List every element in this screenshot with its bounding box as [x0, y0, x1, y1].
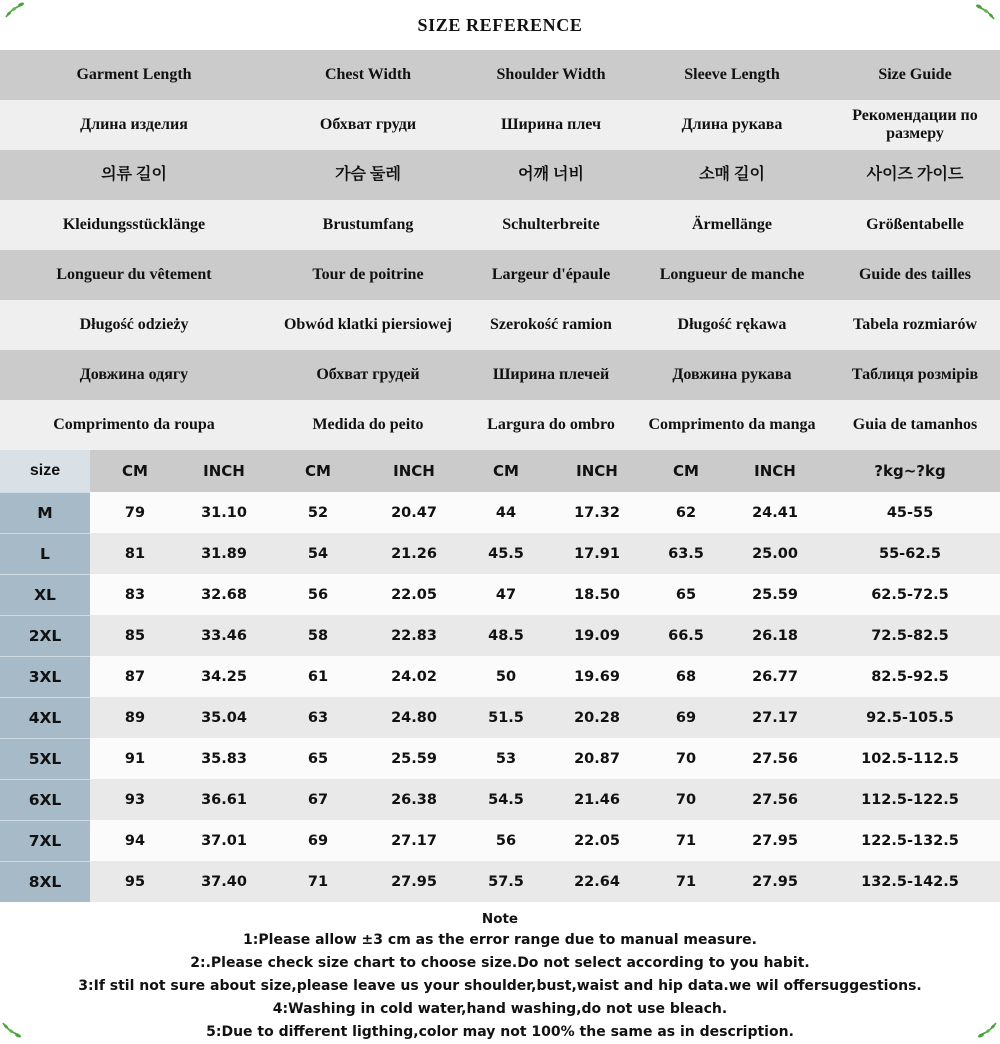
measurement-value: 54.5 — [488, 791, 524, 808]
unit-column-header: INCH — [754, 462, 796, 480]
note-line-1: 1:Please allow ±3 cm as the error range due to manual measure. — [243, 932, 757, 948]
measurement-value: 19.69 — [574, 668, 620, 685]
size-label: 4XL — [0, 697, 90, 738]
label-cell: Обхват грудей — [316, 366, 420, 384]
label-cell: Medida do peito — [312, 416, 424, 434]
unit-column-header: INCH — [576, 462, 618, 480]
measurement-value: 26.77 — [752, 668, 798, 685]
measurement-value: 71 — [307, 873, 329, 890]
size-table-header-row — [0, 450, 1000, 492]
measurement-value: 27.95 — [752, 873, 798, 890]
measurement-value: 22.83 — [391, 627, 437, 644]
size-table-body — [0, 492, 1000, 902]
measurement-value: 53 — [495, 750, 517, 767]
note-line-2: 2:.Please check size chart to choose size.Do not select according to you habit. — [190, 955, 810, 971]
size-chart-table — [0, 450, 1000, 902]
label-cell: Schulterbreite — [502, 216, 600, 234]
measurement-value: 54 — [307, 545, 329, 562]
label-cell: Longueur du vêtement — [56, 266, 212, 284]
plant-sprig-icon — [3, 1, 25, 19]
note-line-4: 4:Washing in cold water,hand washing,do not use bleach. — [272, 1001, 728, 1017]
measurement-value: 58 — [307, 627, 329, 644]
measurement-value: 50 — [495, 668, 517, 685]
measurement-value: 102.5-112.5 — [861, 750, 959, 767]
label-cell: Kleidungsstücklänge — [62, 216, 206, 234]
label-cell: Długość odzieży — [79, 316, 189, 334]
measurement-value: 48.5 — [488, 627, 524, 644]
label-cell: Длина рукава — [681, 116, 783, 134]
label-rows-body — [0, 50, 1000, 450]
size-label: L — [0, 533, 90, 574]
measurement-value: 25.00 — [752, 545, 798, 562]
label-row-korean — [0, 150, 1000, 200]
measurement-value: 17.91 — [574, 545, 620, 562]
page-title: SIZE REFERENCE — [417, 14, 583, 35]
label-cell: Size Guide — [878, 66, 952, 84]
note-line-3: 3:If stil not sure about size,please leave us your shoulder,bust,waist and hip data.we wil offersuggestions. — [78, 978, 922, 994]
size-row-3XL — [0, 656, 1000, 697]
measurement-value: 69 — [307, 832, 329, 849]
measurement-value: 52 — [307, 504, 329, 521]
label-row-polish — [0, 300, 1000, 350]
notes-section — [0, 902, 1000, 1044]
measurement-value: 71 — [675, 873, 697, 890]
measurement-value: 85 — [124, 627, 146, 644]
measurement-value: 61 — [307, 668, 329, 685]
measurement-value: 36.61 — [201, 791, 247, 808]
label-cell: 어깨 너비 — [518, 166, 584, 184]
label-cell: Largeur d'épaule — [491, 266, 611, 284]
size-label: 5XL — [0, 738, 90, 779]
label-row-french — [0, 250, 1000, 300]
label-cell: Довжина рукава — [672, 366, 792, 384]
size-label: M — [0, 492, 90, 533]
measurement-value: 22.05 — [574, 832, 620, 849]
measurement-value: 17.32 — [574, 504, 620, 521]
measurement-value: 65 — [307, 750, 329, 767]
measurement-value: 25.59 — [391, 750, 437, 767]
label-cell: Длина изделия — [80, 116, 188, 134]
measurement-value: 18.50 — [574, 586, 620, 603]
measurement-value: 27.56 — [752, 750, 798, 767]
measurement-value: 45.5 — [488, 545, 524, 562]
label-cell: 가슴 둘레 — [335, 166, 401, 184]
label-cell: Longueur de manche — [659, 266, 805, 284]
label-cell: Рекомендации по размеру — [852, 107, 978, 142]
measurement-value: 22.05 — [391, 586, 437, 603]
measurement-value: 89 — [124, 709, 146, 726]
measurement-value: 26.18 — [752, 627, 798, 644]
size-label: 2XL — [0, 615, 90, 656]
measurement-value: 47 — [495, 586, 517, 603]
measurement-value: 25.59 — [752, 586, 798, 603]
note-title: Note — [481, 911, 519, 927]
measurement-value: 70 — [675, 750, 697, 767]
measurement-value: 32.68 — [201, 586, 247, 603]
label-cell: Obwód klatki piersiowej — [283, 316, 452, 334]
measurement-value: 45-55 — [886, 504, 934, 521]
label-cell: Długość rękawa — [677, 316, 787, 334]
label-cell: Обхват груди — [319, 116, 417, 134]
measurement-value: 37.40 — [201, 873, 247, 890]
measurement-value: 71 — [675, 832, 697, 849]
measurement-value: 93 — [124, 791, 146, 808]
label-cell: Guia de tamanhos — [852, 416, 978, 434]
label-cell: Comprimento da manga — [648, 416, 816, 434]
label-cell: Szerokość ramion — [490, 316, 612, 334]
size-row-5XL — [0, 738, 1000, 779]
unit-column-header: INCH — [393, 462, 435, 480]
size-row-8XL — [0, 861, 1000, 902]
measurement-value: 65 — [675, 586, 697, 603]
measurement-value: 27.56 — [752, 791, 798, 808]
size-column-header: size — [0, 450, 90, 492]
note-lines — [0, 929, 1000, 1044]
label-row-english — [0, 50, 1000, 100]
measurement-value: 66.5 — [668, 627, 704, 644]
measurement-value: 24.41 — [752, 504, 798, 521]
size-label: 7XL — [0, 820, 90, 861]
label-cell: Größentabelle — [866, 216, 964, 234]
size-row-4XL — [0, 697, 1000, 738]
label-cell: Ширина плечей — [492, 366, 610, 384]
measurement-value: 51.5 — [488, 709, 524, 726]
label-cell: Ärmellänge — [692, 216, 772, 234]
size-label: 6XL — [0, 779, 90, 820]
unit-column-header: CM — [122, 462, 148, 480]
measurement-value: 27.95 — [391, 873, 437, 890]
measurement-value: 31.10 — [201, 504, 247, 521]
measurement-value: 37.01 — [201, 832, 247, 849]
plant-sprig-icon — [975, 3, 997, 21]
measurement-value: 62 — [675, 504, 697, 521]
size-row-L — [0, 533, 1000, 574]
measurement-value: 56 — [307, 586, 329, 603]
measurement-value: 27.17 — [391, 832, 437, 849]
measurement-value: 24.02 — [391, 668, 437, 685]
unit-column-header: CM — [493, 462, 519, 480]
unit-column-header: CM — [305, 462, 331, 480]
measurement-value: 62.5-72.5 — [871, 586, 949, 603]
label-row-ukrainian — [0, 350, 1000, 400]
size-label: XL — [0, 574, 90, 615]
measurement-value: 57.5 — [488, 873, 524, 890]
measurement-value: 79 — [124, 504, 146, 521]
label-cell: Ширина плеч — [500, 116, 602, 134]
measurement-value: 27.95 — [752, 832, 798, 849]
label-row-russian — [0, 100, 1000, 150]
label-cell: Shoulder Width — [496, 66, 606, 84]
measurement-value: 112.5-122.5 — [861, 791, 959, 808]
measurement-value: 44 — [495, 504, 517, 521]
unit-column-header: INCH — [203, 462, 245, 480]
measurement-value: 33.46 — [201, 627, 247, 644]
measurement-value: 94 — [124, 832, 146, 849]
size-row-M — [0, 492, 1000, 533]
measurement-value: 27.17 — [752, 709, 798, 726]
measurement-value: 21.46 — [574, 791, 620, 808]
measurement-value: 87 — [124, 668, 146, 685]
label-cell: Таблиця розмірів — [851, 366, 979, 384]
measurement-value: 132.5-142.5 — [861, 873, 959, 890]
label-cell: Garment Length — [76, 66, 192, 84]
plant-sprig-icon — [0, 1021, 22, 1039]
measurement-value: 122.5-132.5 — [861, 832, 959, 849]
plant-sprig-icon — [977, 1021, 999, 1039]
measurement-value: 68 — [675, 668, 697, 685]
measurement-value: 24.80 — [391, 709, 437, 726]
label-cell: Довжина одягу — [79, 366, 189, 384]
label-row-portuguese — [0, 400, 1000, 450]
measurement-labels-table — [0, 50, 1000, 450]
measurement-value: 55-62.5 — [879, 545, 941, 562]
measurement-value: 63 — [307, 709, 329, 726]
measurement-value: 95 — [124, 873, 146, 890]
measurement-value: 92.5-105.5 — [866, 709, 954, 726]
measurement-value: 21.26 — [391, 545, 437, 562]
unit-column-header: CM — [673, 462, 699, 480]
label-cell: Guide des tailles — [858, 266, 971, 284]
label-cell: Tour de poitrine — [312, 266, 424, 284]
size-row-2XL — [0, 615, 1000, 656]
size-row-XL — [0, 574, 1000, 615]
size-row-6XL — [0, 779, 1000, 820]
measurement-value: 26.38 — [391, 791, 437, 808]
label-cell: Brustumfang — [322, 216, 414, 234]
measurement-value: 63.5 — [668, 545, 704, 562]
label-cell: Chest Width — [324, 66, 412, 84]
measurement-value: 56 — [495, 832, 517, 849]
measurement-value: 35.83 — [201, 750, 247, 767]
measurement-value: 83 — [124, 586, 146, 603]
unit-column-header: ?kg~?kg — [874, 462, 946, 480]
size-row-7XL — [0, 820, 1000, 861]
measurement-value: 81 — [124, 545, 146, 562]
measurement-value: 91 — [124, 750, 146, 767]
measurement-value: 72.5-82.5 — [871, 627, 949, 644]
measurement-value: 34.25 — [201, 668, 247, 685]
size-label: 3XL — [0, 656, 90, 697]
measurement-value: 31.89 — [201, 545, 247, 562]
measurement-value: 35.04 — [201, 709, 247, 726]
label-row-german — [0, 200, 1000, 250]
measurement-value: 69 — [675, 709, 697, 726]
measurement-value: 19.09 — [574, 627, 620, 644]
label-cell: 의류 길이 — [101, 166, 167, 184]
measurement-value: 67 — [307, 791, 329, 808]
label-cell: 소매 길이 — [699, 166, 765, 184]
label-cell: 사이즈 가이드 — [866, 166, 964, 184]
size-label: 8XL — [0, 861, 90, 902]
measurement-value: 20.28 — [574, 709, 620, 726]
label-cell: Comprimento da roupa — [53, 416, 215, 434]
measurement-value: 70 — [675, 791, 697, 808]
measurement-value: 82.5-92.5 — [871, 668, 949, 685]
label-cell: Sleeve Length — [684, 66, 780, 84]
label-cell: Largura do ombro — [487, 416, 615, 434]
measurement-value: 22.64 — [574, 873, 620, 890]
label-cell: Tabela rozmiarów — [853, 316, 977, 334]
measurement-value: 20.87 — [574, 750, 620, 767]
note-line-5: 5:Due to different ligthing,color may not 100% the same as in description. — [206, 1024, 794, 1040]
measurement-value: 20.47 — [391, 504, 437, 521]
